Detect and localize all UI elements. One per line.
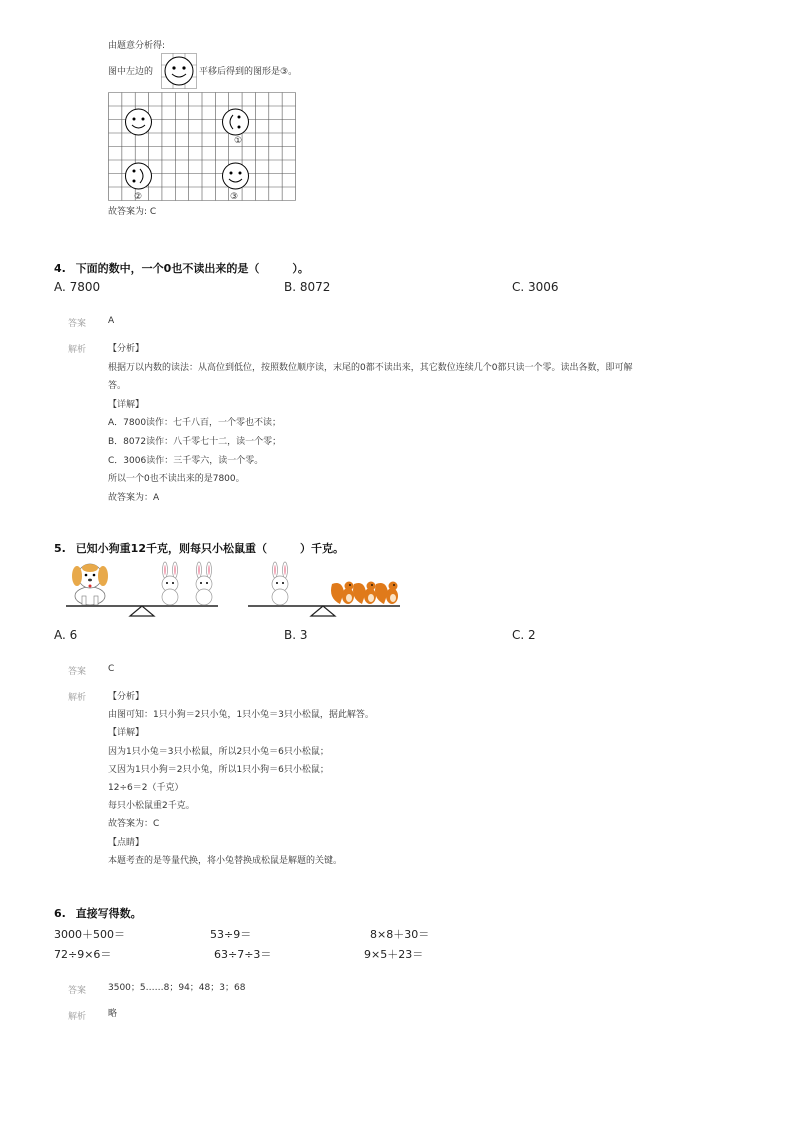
q6-answer-label: 答案 [68, 986, 87, 996]
q5-analysis-line: 12÷6＝2（千克） [108, 783, 184, 794]
mark-3: ③ [230, 192, 239, 202]
line-before-text: 图中左边的 [108, 67, 154, 77]
mark-1: ① [234, 136, 243, 146]
q6-answer: 3500；5……8；94；48；3；68 [108, 983, 246, 993]
q4-analysis-block [108, 340, 632, 507]
rabbit-figure [196, 562, 212, 605]
q5-stem: 已知小狗重12千克，则每只小松鼠重（ ）千克。 [75, 542, 344, 555]
q4-analysis-line: 所以一个0也不读出来的是7800。 [108, 474, 245, 485]
squirrel-figure [353, 582, 376, 605]
q4-analysis-line: 故答案为：A [108, 492, 160, 503]
q5-analysis-label: 解析 [68, 693, 87, 703]
q4-number: 4. [54, 262, 66, 275]
q4-analysis-line: A．7800读作：七千八百，一个零也不读； [108, 418, 282, 429]
q4-option-a: A. 7800 [54, 280, 101, 294]
q5-analysis-line: 【详解】 [108, 728, 145, 739]
smiley-face-option-1 [223, 109, 249, 135]
q4-stem: 下面的数中，一个0也不读出来的是（ ）。 [75, 262, 309, 275]
q5-option-c: C. 2 [512, 628, 536, 642]
top-conclusion: 故答案为: C [108, 207, 157, 217]
q5-answer: C [108, 664, 115, 674]
q5-analysis-line: 【点睛】 [108, 837, 145, 848]
q4-answer-label: 答案 [68, 319, 87, 329]
q6-heading [54, 905, 142, 921]
q6-analysis-label: 解析 [68, 1012, 87, 1022]
q4-option-c: C. 3006 [512, 280, 559, 294]
q5-analysis-line: 每只小松鼠重2千克。 [108, 801, 195, 812]
rabbit-figure [162, 562, 178, 605]
rabbit-figure [272, 562, 288, 605]
intro-text: 由题意分析得: [108, 41, 166, 51]
q6-calc: 72÷9×6＝ [54, 948, 112, 961]
q5-option-b: B. 3 [284, 628, 308, 642]
q6-calc: 9×5＋23＝ [364, 948, 424, 961]
smiley-grid-figure [161, 53, 197, 89]
q4-analysis-line: 答。 [108, 381, 127, 392]
q5-analysis-line: 由图可知：1只小狗＝2只小兔，1只小兔＝3只小松鼠，据此解答。 [108, 710, 374, 721]
smiley-face-option-3 [223, 163, 249, 189]
q6-calc: 3000＋500＝ [54, 928, 125, 941]
q5-number: 5. [54, 542, 66, 555]
squirrel-figure [331, 582, 354, 605]
q4-analysis-line: 【详解】 [108, 399, 145, 410]
balance-scales-illustration [60, 558, 410, 620]
smiley-face-option-2 [126, 163, 152, 189]
smiley-face-original [126, 109, 152, 135]
translation-grid-figure [108, 92, 296, 202]
q4-analysis-line: C．3006读作：三千零六，读一个零。 [108, 455, 264, 466]
q6-analysis: 略 [108, 1009, 118, 1019]
q4-answer: A [108, 316, 115, 326]
q6-calc: 63÷7÷3＝ [214, 948, 272, 961]
q6-calc: 53÷9＝ [210, 928, 252, 941]
dog-figure [72, 564, 108, 605]
q4-heading [54, 260, 309, 276]
squirrel-figure [375, 582, 398, 605]
q5-heading [54, 540, 344, 556]
q5-answer-label: 答案 [68, 667, 87, 677]
line-after-text: 平移后得到的图形是③。 [199, 67, 298, 77]
q5-analysis-line: 本题考查的是等量代换，将小兔替换成松鼠是解题的关键。 [108, 855, 343, 866]
q5-analysis-line: 故答案为：C [108, 819, 160, 830]
q6-calc: 8×8＋30＝ [370, 928, 430, 941]
q5-option-a: A. 6 [54, 628, 78, 642]
q4-analysis-label: 解析 [68, 345, 87, 355]
q5-analysis-line: 又因为1只小狗＝2只小兔，所以1只小狗＝6只小松鼠； [108, 764, 329, 775]
q6-number: 6. [54, 907, 66, 920]
q6-stem: 直接写得数。 [75, 907, 142, 920]
q5-analysis-line: 【分析】 [108, 692, 145, 702]
q4-option-b: B. 8072 [284, 280, 331, 294]
q5-analysis-line: 因为1只小兔＝3只小松鼠，所以2只小兔＝6只小松鼠； [108, 746, 329, 757]
q4-analysis-line: B．8072读作：八千零七十二，读一个零； [108, 436, 282, 447]
q4-analysis-line: 【分析】 [108, 344, 145, 354]
q4-analysis-line: 根据万以内数的读法：从高位到低位，按照数位顺序读，末尾的0都不读出来，其它数位连续几个0都只读一个零。读出各数，即可解 [108, 362, 633, 373]
q5-analysis-block [108, 688, 374, 870]
mark-2: ② [134, 192, 143, 202]
